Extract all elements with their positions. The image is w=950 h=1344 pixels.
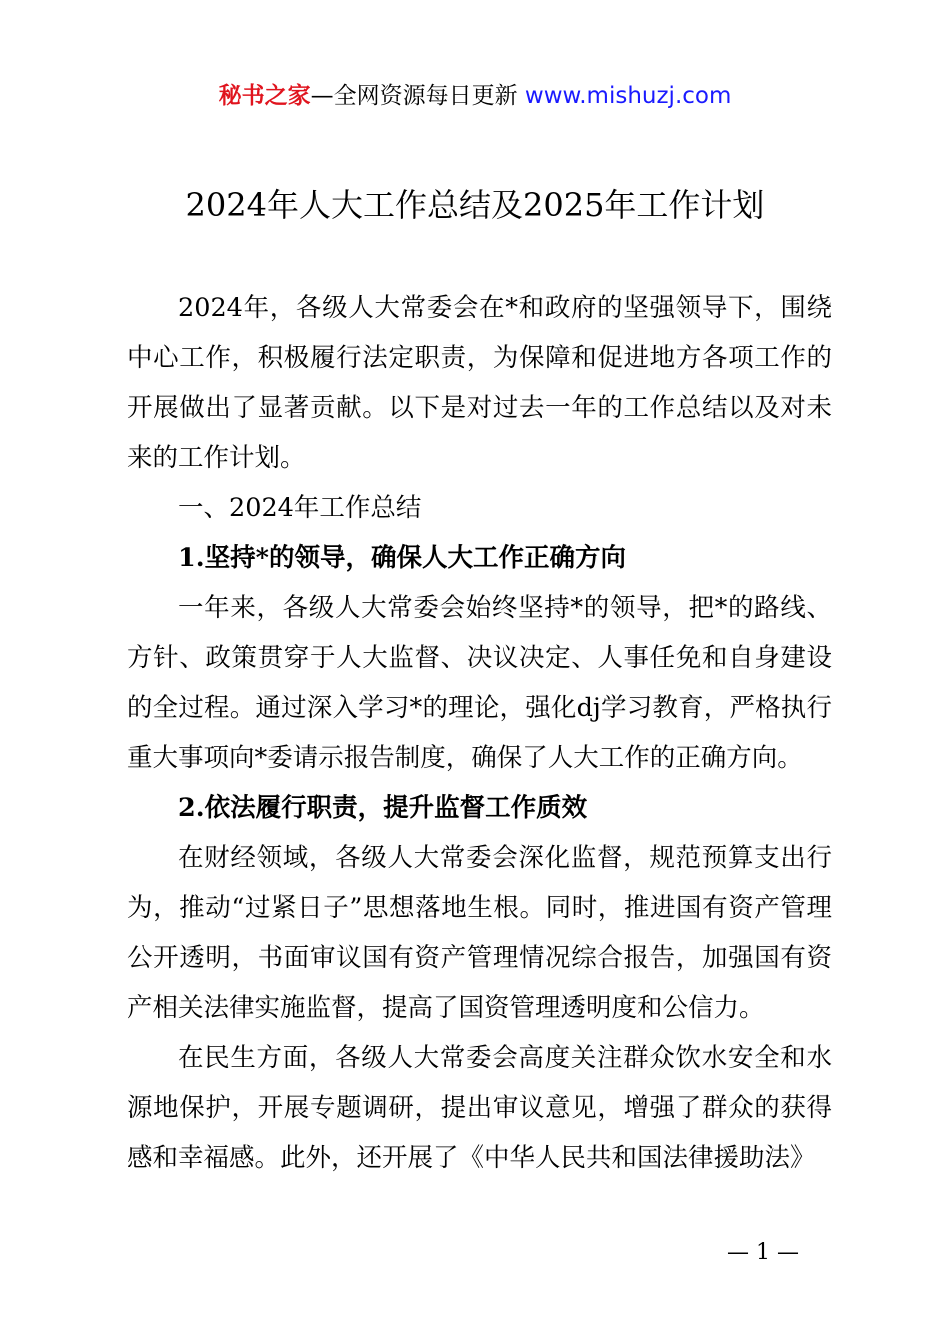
document-body bbox=[127, 283, 832, 1183]
document-header bbox=[0, 80, 950, 112]
document-title: 2024年人大工作总结及2025年工作计划 bbox=[185, 186, 765, 224]
page-number: — 1 — bbox=[727, 1240, 799, 1265]
intro-paragraph: 2024年，各级人大常委会在*和政府的坚强领导下，围绕中心工作，积极履行法定职责，为保障和促进地方各项工作的开展做出了显著贡献。以下是对过去一年的工作总结以及对未来的工作计划。 bbox=[127, 293, 832, 473]
header-brand: 秘书之家 bbox=[218, 83, 311, 109]
livelihood-paragraph: 在民生方面，各级人大常委会高度关注群众饮水安全和水源地保护，开展专题调研，提出审议意见，增强了群众的获得感和幸福感。此外，还开展了《中华人民共和国法律援助法》 bbox=[127, 1043, 832, 1173]
header-tagline: —全网资源每日更新 bbox=[310, 83, 525, 109]
subsection-heading-supervision: 2.依法履行职责，提升监督工作质效 bbox=[178, 793, 588, 823]
leadership-paragraph: 一年来，各级人大常委会始终坚持*的领导，把*的路线、方针、政策贯穿于人大监督、决议决定、人事任免和自身建设的全过程。通过深入学习*的理论，强化dj学习教育，严格执行重大事项向*委请示报告制度，确保了人大工作的正确方向。 bbox=[127, 593, 832, 773]
subsection-heading-leadership: 1.坚持*的领导，确保人大工作正确方向 bbox=[178, 543, 626, 573]
section-heading-summary: 一、2024年工作总结 bbox=[178, 493, 422, 523]
finance-paragraph: 在财经领域，各级人大常委会深化监督，规范预算支出行为，推动“过紧日子”思想落地生根。同时，推进国有资产管理公开透明，书面审议国有资产管理情况综合报告，加强国有资产相关法律实施监督，提高了国资管理透明度和公信力。 bbox=[127, 843, 832, 1023]
header-website-link[interactable]: www.mishuzj.com bbox=[524, 83, 732, 109]
